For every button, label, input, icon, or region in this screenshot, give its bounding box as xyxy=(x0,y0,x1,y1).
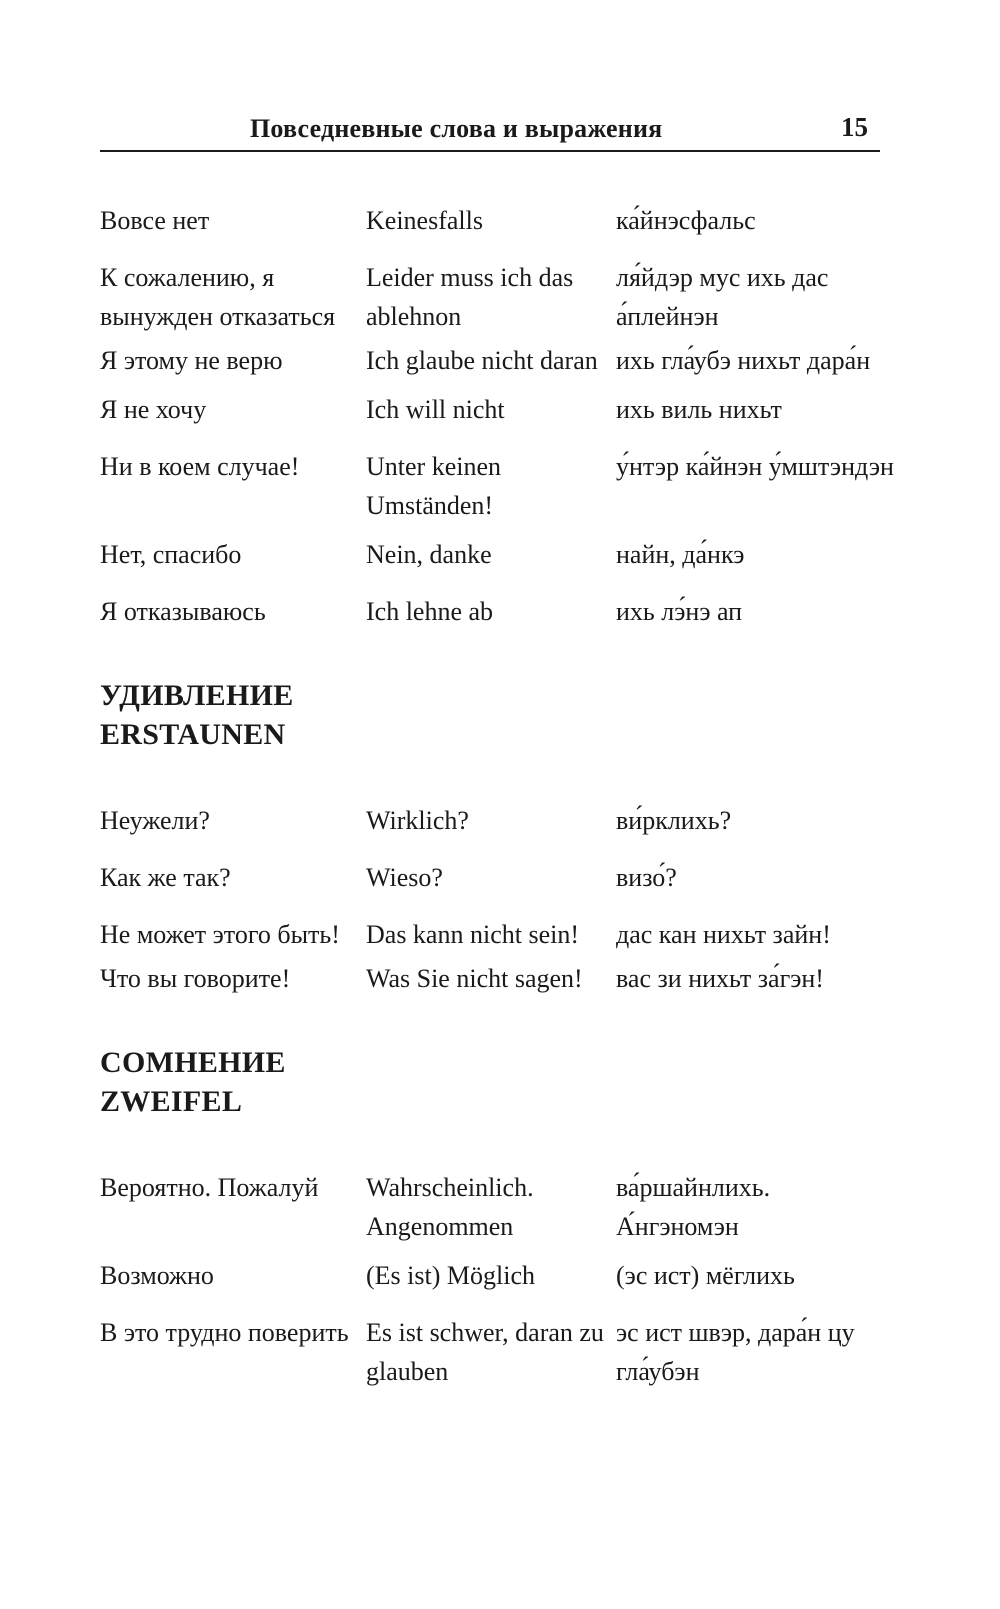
phrase-row xyxy=(100,341,900,380)
phrase-transcription: ля́йдэр мус ихь дас а́плейнэн xyxy=(616,263,829,331)
phrase-ru: В это трудно поверить xyxy=(100,1318,349,1347)
section-heading-ru: УДИВЛЕНИЕ xyxy=(100,679,294,712)
phrase-row xyxy=(100,201,900,240)
phrase-ru: Я не хочу xyxy=(100,395,207,424)
page-number: 15 xyxy=(841,112,868,142)
phrase-transcription: ихь лэ́нэ ап xyxy=(616,597,743,626)
phrase-group-refusal xyxy=(100,201,900,631)
phrase-de: Es ist schwer, daran zu glauben xyxy=(366,1318,604,1386)
phrase-row xyxy=(100,592,900,631)
phrase-de: Wirklich? xyxy=(366,806,469,835)
phrase-ru: Неужели? xyxy=(100,806,210,835)
phrase-row xyxy=(100,1256,900,1295)
phrase-ru: Не может этого быть! xyxy=(100,920,340,949)
phrase-de: Was Sie nicht sagen! xyxy=(366,964,583,993)
phrase-transcription: ва́ршайнлихь. А́нгэномэн xyxy=(616,1173,771,1241)
phrase-transcription: ви́рклихь? xyxy=(616,806,732,835)
phrase-transcription: дас кан нихьт зайн! xyxy=(616,920,831,949)
section-heading-de: ERSTAUNEN xyxy=(100,718,286,751)
phrase-de: Ich glaube nicht daran xyxy=(366,346,598,375)
phrase-ru: Что вы говорите! xyxy=(100,964,291,993)
phrase-ru: Я этому не верю xyxy=(100,346,283,375)
phrase-de: Das kann nicht sein! xyxy=(366,920,580,949)
phrase-row xyxy=(100,1313,900,1391)
phrase-ru: Как же так? xyxy=(100,863,231,892)
phrase-transcription: эс ист швэр, дара́н цу гла́убэн xyxy=(616,1318,855,1386)
phrase-de: Wieso? xyxy=(366,863,443,892)
section-heading-ru: СОМНЕНИЕ xyxy=(100,1046,286,1079)
phrase-transcription: (эс ист) мёглихь xyxy=(616,1261,795,1290)
phrase-row xyxy=(100,858,900,897)
phrase-de: (Es ist) Möglich xyxy=(366,1261,535,1290)
phrase-transcription: ихь гла́убэ нихьт дара́н xyxy=(616,346,871,375)
phrase-de: Unter keinen Umständen! xyxy=(366,452,502,520)
phrase-transcription: у́нтэр ка́йнэн у́мштэндэн xyxy=(616,452,894,481)
phrase-transcription: найн, да́нкэ xyxy=(616,540,745,569)
phrase-de: Leider muss ich das ablehnon xyxy=(366,263,574,331)
phrase-de: Ich will nicht xyxy=(366,395,505,424)
phrase-de: Nein, danke xyxy=(366,540,492,569)
phrase-de: Ich lehne ab xyxy=(366,597,494,626)
phrase-row xyxy=(100,959,900,998)
phrase-ru: К сожалению, я вынужден отказаться xyxy=(100,263,336,331)
section-heading-de: ZWEIFEL xyxy=(100,1085,243,1118)
phrase-row xyxy=(100,1168,900,1246)
phrase-content xyxy=(100,201,900,1391)
phrase-ru: Ни в коем случае! xyxy=(100,452,300,481)
phrase-ru: Нет, спасибо xyxy=(100,540,242,569)
phrase-row xyxy=(100,535,900,574)
phrase-group-surprise xyxy=(100,676,900,998)
phrase-row xyxy=(100,258,900,336)
running-title: Повседневные слова и выражения xyxy=(250,114,663,143)
phrase-row xyxy=(100,447,900,525)
phrase-de: Keinesfalls xyxy=(366,206,483,235)
phrase-transcription: ка́йнэсфальс xyxy=(616,206,756,235)
phrase-transcription: ихь виль нихьт xyxy=(616,395,782,424)
phrase-row xyxy=(100,801,900,840)
phrase-group-doubt xyxy=(100,1043,900,1391)
phrase-ru: Я отказываюсь xyxy=(100,597,266,626)
phrase-transcription: визо́? xyxy=(616,863,677,892)
phrase-de: Wahrscheinlich. Angenommen xyxy=(366,1173,534,1241)
phrase-row xyxy=(100,915,900,954)
phrase-ru: Вероятно. Пожалуй xyxy=(100,1173,319,1202)
running-header xyxy=(100,110,880,152)
phrase-ru: Вовсе нет xyxy=(100,206,210,235)
phrase-transcription: вас зи нихьт за́гэн! xyxy=(616,964,824,993)
phrase-ru: Возможно xyxy=(100,1261,214,1290)
phrase-row xyxy=(100,390,900,429)
